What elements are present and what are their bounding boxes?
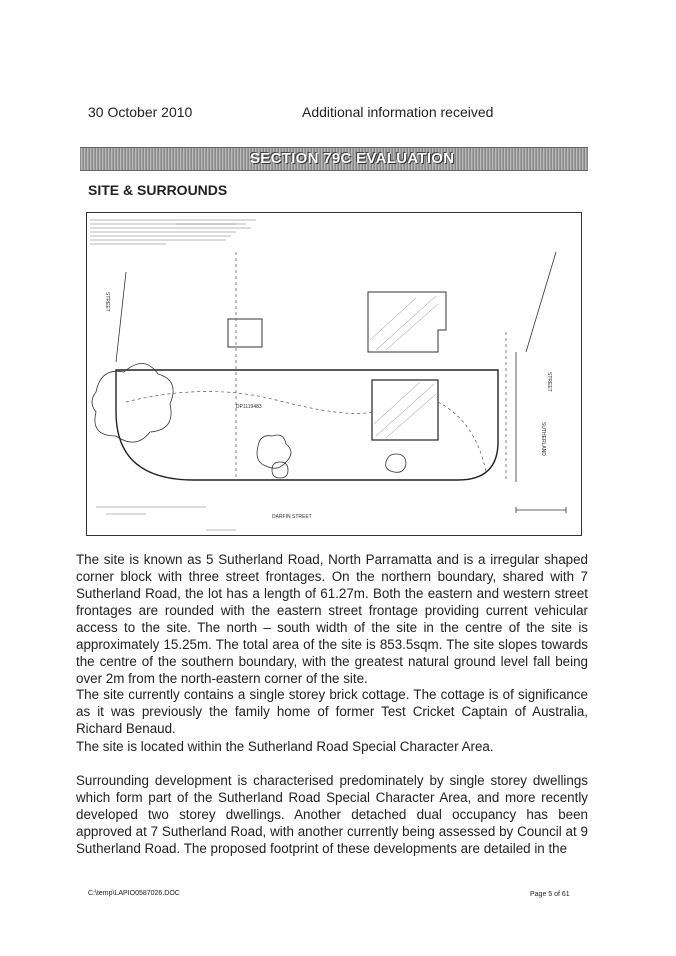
footer-path: C:\temp\LAPIO0587026.DOC xyxy=(88,890,180,897)
street-label-right-2: STREET xyxy=(546,372,552,392)
header-date: 30 October 2010 xyxy=(88,104,193,120)
site-plan xyxy=(86,212,582,536)
dp-label: DP1119483 xyxy=(236,404,262,410)
street-label-bottom: DARFIN STREET xyxy=(272,514,312,520)
paragraph-cottage: The site currently contains a single storey brick cottage. The cottage is of significance as it was previously the family home of former Test Cricket Captain of Australia, Richard Benaud. xyxy=(76,687,588,736)
header-info: Additional information received xyxy=(302,104,494,120)
paragraph-surrounding: Surrounding development is characterised predominately by single storey dwellings which form part of the Sutherland Road Special Character Area, and more recently developed two storey dwellings. Another detached dual occupancy has been approved at 7 Sutherland Road, with another currently being assessed by Council at 9 Sutherland Road. The proposed footprint of these developments are detailed in the xyxy=(76,773,588,856)
section-title: SECTION 79C EVALUATION xyxy=(250,150,455,167)
paragraph-character-area: The site is located within the Sutherland Road Special Character Area. xyxy=(76,739,494,754)
street-label-left: STREET xyxy=(104,292,110,312)
subheading: SITE & SURROUNDS xyxy=(88,182,228,198)
section-banner xyxy=(80,147,588,171)
footer-page: Page 5 of 61 xyxy=(530,891,570,898)
street-label-right: SUTHERLAND xyxy=(540,422,546,456)
paragraph-site-description: The site is known as 5 Sutherland Road, North Parramatta and is a irregular shaped corner block with three street frontages. On the northern boundary, shared with 7 Sutherland Road, the lot has a length of 61.27m. Both the eastern and western street frontages are rounded with the eastern street frontage providing current vehicular access to the site. The north – south width of the site in the centre of the site is approximately 15.25m. The total area of the site is 853.5sqm. The site slopes towards the centre of the southern boundary, with the greatest natural ground level fall being over 2m from the north-eastern corner of the site. xyxy=(76,552,588,686)
